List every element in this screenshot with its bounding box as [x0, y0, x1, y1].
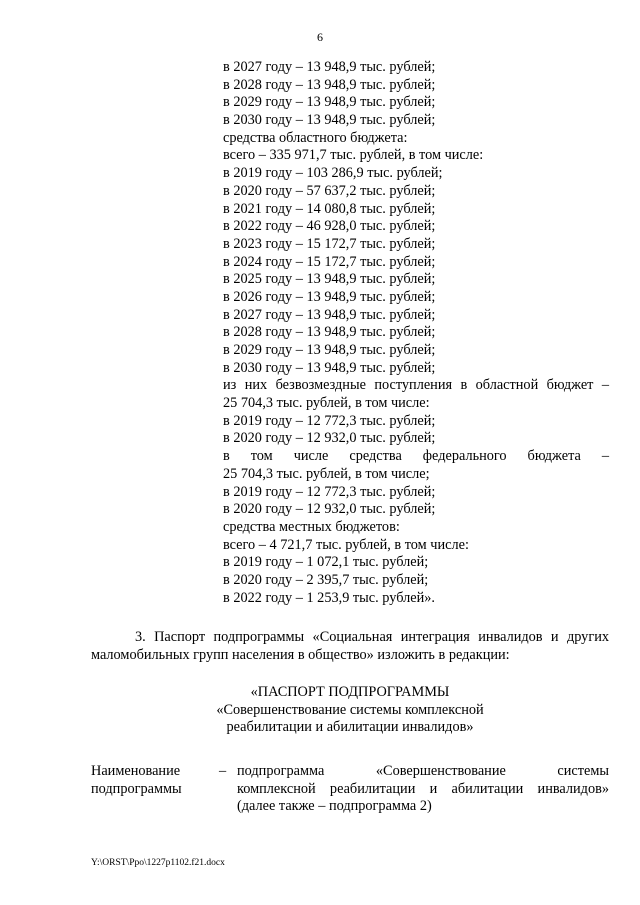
list-item: 25 704,3 тыс. рублей, в том числе; [223, 465, 430, 482]
list-item: средства местных бюджетов: [223, 518, 400, 535]
file-path-footer: Y:\ORST\Ppo\1227p1102.f21.docx [91, 858, 225, 868]
name-label [91, 763, 231, 798]
name-dash: – [219, 763, 227, 779]
list-item: средства областного бюджета: [223, 129, 408, 146]
list-item: всего – 4 721,7 тыс. рублей, в том числе: [223, 536, 469, 553]
list-item: в 2023 году – 15 172,7 тыс. рублей; [223, 235, 436, 252]
paragraph-line: маломобильных групп населения в общество» изложить в редакции: [91, 646, 510, 663]
list-item: в 2020 году – 2 395,7 тыс. рублей; [223, 571, 429, 588]
name-label-line: Наименование [91, 763, 181, 779]
list-item: в 2019 году – 12 772,3 тыс. рублей; [223, 412, 436, 429]
list-item: в 2025 году – 13 948,9 тыс. рублей; [223, 271, 436, 288]
list-item: в 2019 году – 12 772,3 тыс. рублей; [223, 483, 436, 500]
list-item: в 2021 году – 14 080,8 тыс. рублей; [223, 200, 436, 217]
heading-line: реабилитации и абилитации инвалидов» [226, 719, 474, 736]
paragraph-line: 3. Паспорт подпрограммы «Социальная интеграция инвалидов и других [135, 629, 609, 645]
list-item: из них безвозмездные поступления в областной бюджет – [223, 377, 609, 394]
name-value-line: (далее также – подпрограмма 2) [237, 798, 432, 815]
list-item: в 2029 году – 13 948,9 тыс. рублей; [223, 342, 436, 358]
list-item: в 2030 году – 13 948,9 тыс. рублей; [223, 112, 436, 129]
list-item: 25 704,3 тыс. рублей, в том числе: [223, 395, 430, 412]
section-paragraph [91, 629, 609, 664]
list-item: в 2020 году – 12 932,0 тыс. рублей; [223, 430, 436, 447]
list-item: всего – 335 971,7 тыс. рублей, в том числе: [223, 147, 484, 164]
list-item: в 2022 году – 46 928,0 тыс. рублей; [223, 218, 436, 235]
heading-line: «Совершенствование системы комплексной [216, 701, 484, 718]
name-value [237, 763, 609, 816]
list-item: в 2028 году – 13 948,9 тыс. рублей; [223, 324, 436, 341]
list-item: в 2020 году – 12 932,0 тыс. рублей; [223, 501, 436, 518]
passport-heading [91, 684, 609, 737]
list-item: в 2019 году – 1 072,1 тыс. рублей; [223, 554, 429, 571]
list-item: в 2030 году – 13 948,9 тыс. рублей; [223, 359, 436, 376]
list-item: в 2028 году – 13 948,9 тыс. рублей; [223, 76, 436, 93]
list-item: в 2020 году – 57 637,2 тыс. рублей; [223, 182, 436, 199]
list-item: в 2019 году – 103 286,9 тыс. рублей; [223, 165, 443, 182]
name-value-line: подпрограмма «Совершенствование системы [237, 763, 609, 779]
list-item: в 2022 году – 1 253,9 тыс. рублей». [223, 589, 435, 606]
heading-line: «ПАСПОРТ ПОДПРОГРАММЫ [250, 684, 450, 700]
name-label-line: подпрограммы [91, 780, 182, 797]
name-value-line: комплексной реабилитации и абилитации инвалидов» [237, 780, 609, 797]
list-item: в 2027 году – 13 948,9 тыс. рублей; [223, 306, 436, 323]
list-item: в 2024 году – 15 172,7 тыс. рублей; [223, 253, 436, 270]
page-number: 6 [317, 30, 323, 44]
list-item: в 2027 году – 13 948,9 тыс. рублей; [223, 59, 436, 75]
list-item: в 2026 году – 13 948,9 тыс. рублей; [223, 288, 436, 305]
list-item: в 2029 году – 13 948,9 тыс. рублей; [223, 94, 436, 111]
list-item: в том числе средства федерального бюджета – [223, 448, 609, 465]
funding-list [223, 59, 609, 607]
